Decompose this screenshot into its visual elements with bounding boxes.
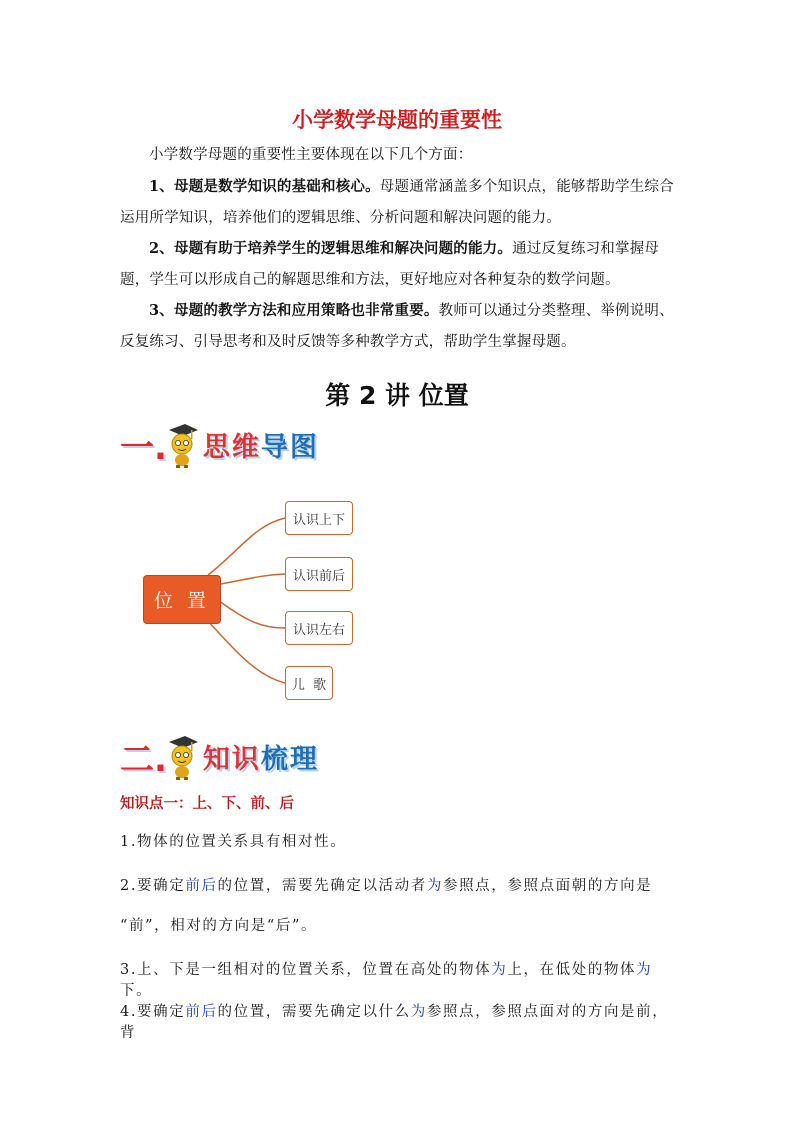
intro-paragraph: 小学数学母题的重要性主要体现在以下几个方面： <box>149 147 473 163</box>
point-2-text: 通过反复练习和掌握母题，学生可以形成自己的解题思维和方法，更好地应对各种复杂的数学问题。 <box>120 241 660 288</box>
point-2 <box>120 233 676 296</box>
mindmap-connectors <box>0 480 794 720</box>
mindmap-branch-node: 认识左右 <box>285 611 353 645</box>
point-3 <box>120 295 676 358</box>
point-1-bold: 1、母题是数学知识的基础和核心。 <box>149 178 380 195</box>
document-title: 小学数学母题的重要性 <box>292 108 502 132</box>
mindmap-root-node: 位置 <box>143 575 221 624</box>
section-heading-knowledge <box>120 730 319 780</box>
mindmap-branch-node: 儿 歌 <box>285 666 333 700</box>
point-2-bold: 2、母题有助于培养学生的逻辑思维和解决问题的能力。 <box>149 240 513 257</box>
point-1 <box>120 171 676 234</box>
section-number: 二. <box>120 740 167 780</box>
knowledge-point-heading: 知识点一：上、下、前、后 <box>120 795 294 812</box>
mindmap-branch-node: 认识前后 <box>285 557 353 591</box>
mindmap-branch-node: 认识上下 <box>285 501 353 535</box>
section-text: 思维导图 <box>202 432 319 463</box>
point-3-text: 教师可以通过分类整理、举例说明、反复练习、引导思考和及时反馈等多种教学方式，帮助学生掌握母题。 <box>120 303 674 350</box>
graduate-mascot-icon <box>165 734 199 780</box>
lecture-title: 第 2 讲 位置 <box>325 381 469 410</box>
knowledge-line-1: 1.物体的位置关系具有相对性。 <box>120 834 347 850</box>
graduate-mascot-icon <box>165 422 199 468</box>
point-3-bold: 3、母题的教学方法和应用策略也非常重要。 <box>149 302 439 319</box>
point-1-text: 母题通常涵盖多个知识点，能够帮助学生综合运用所学知识，培养他们的逻辑思维、分析问题和解决问题的能力。 <box>120 179 674 226</box>
section-heading-mindmap <box>120 418 319 468</box>
section-text: 知识梳理 <box>202 744 319 775</box>
knowledge-line-4: 4.要确定前后的位置，需要先确定以什么为参照点，参照点面对的方向是前，背 <box>120 1004 669 1041</box>
knowledge-line-2: 2.要确定前后的位置，需要先确定以活动者为参照点，参照点面朝的方向是 <box>120 878 653 894</box>
knowledge-line-3: 3.上、下是一组相对的位置关系，位置在高处的物体为上，在低处的物体为下。 <box>120 962 653 999</box>
knowledge-line-2-cont: “前”，相对的方向是“后”。 <box>120 918 318 934</box>
section-number: 一. <box>120 428 167 468</box>
